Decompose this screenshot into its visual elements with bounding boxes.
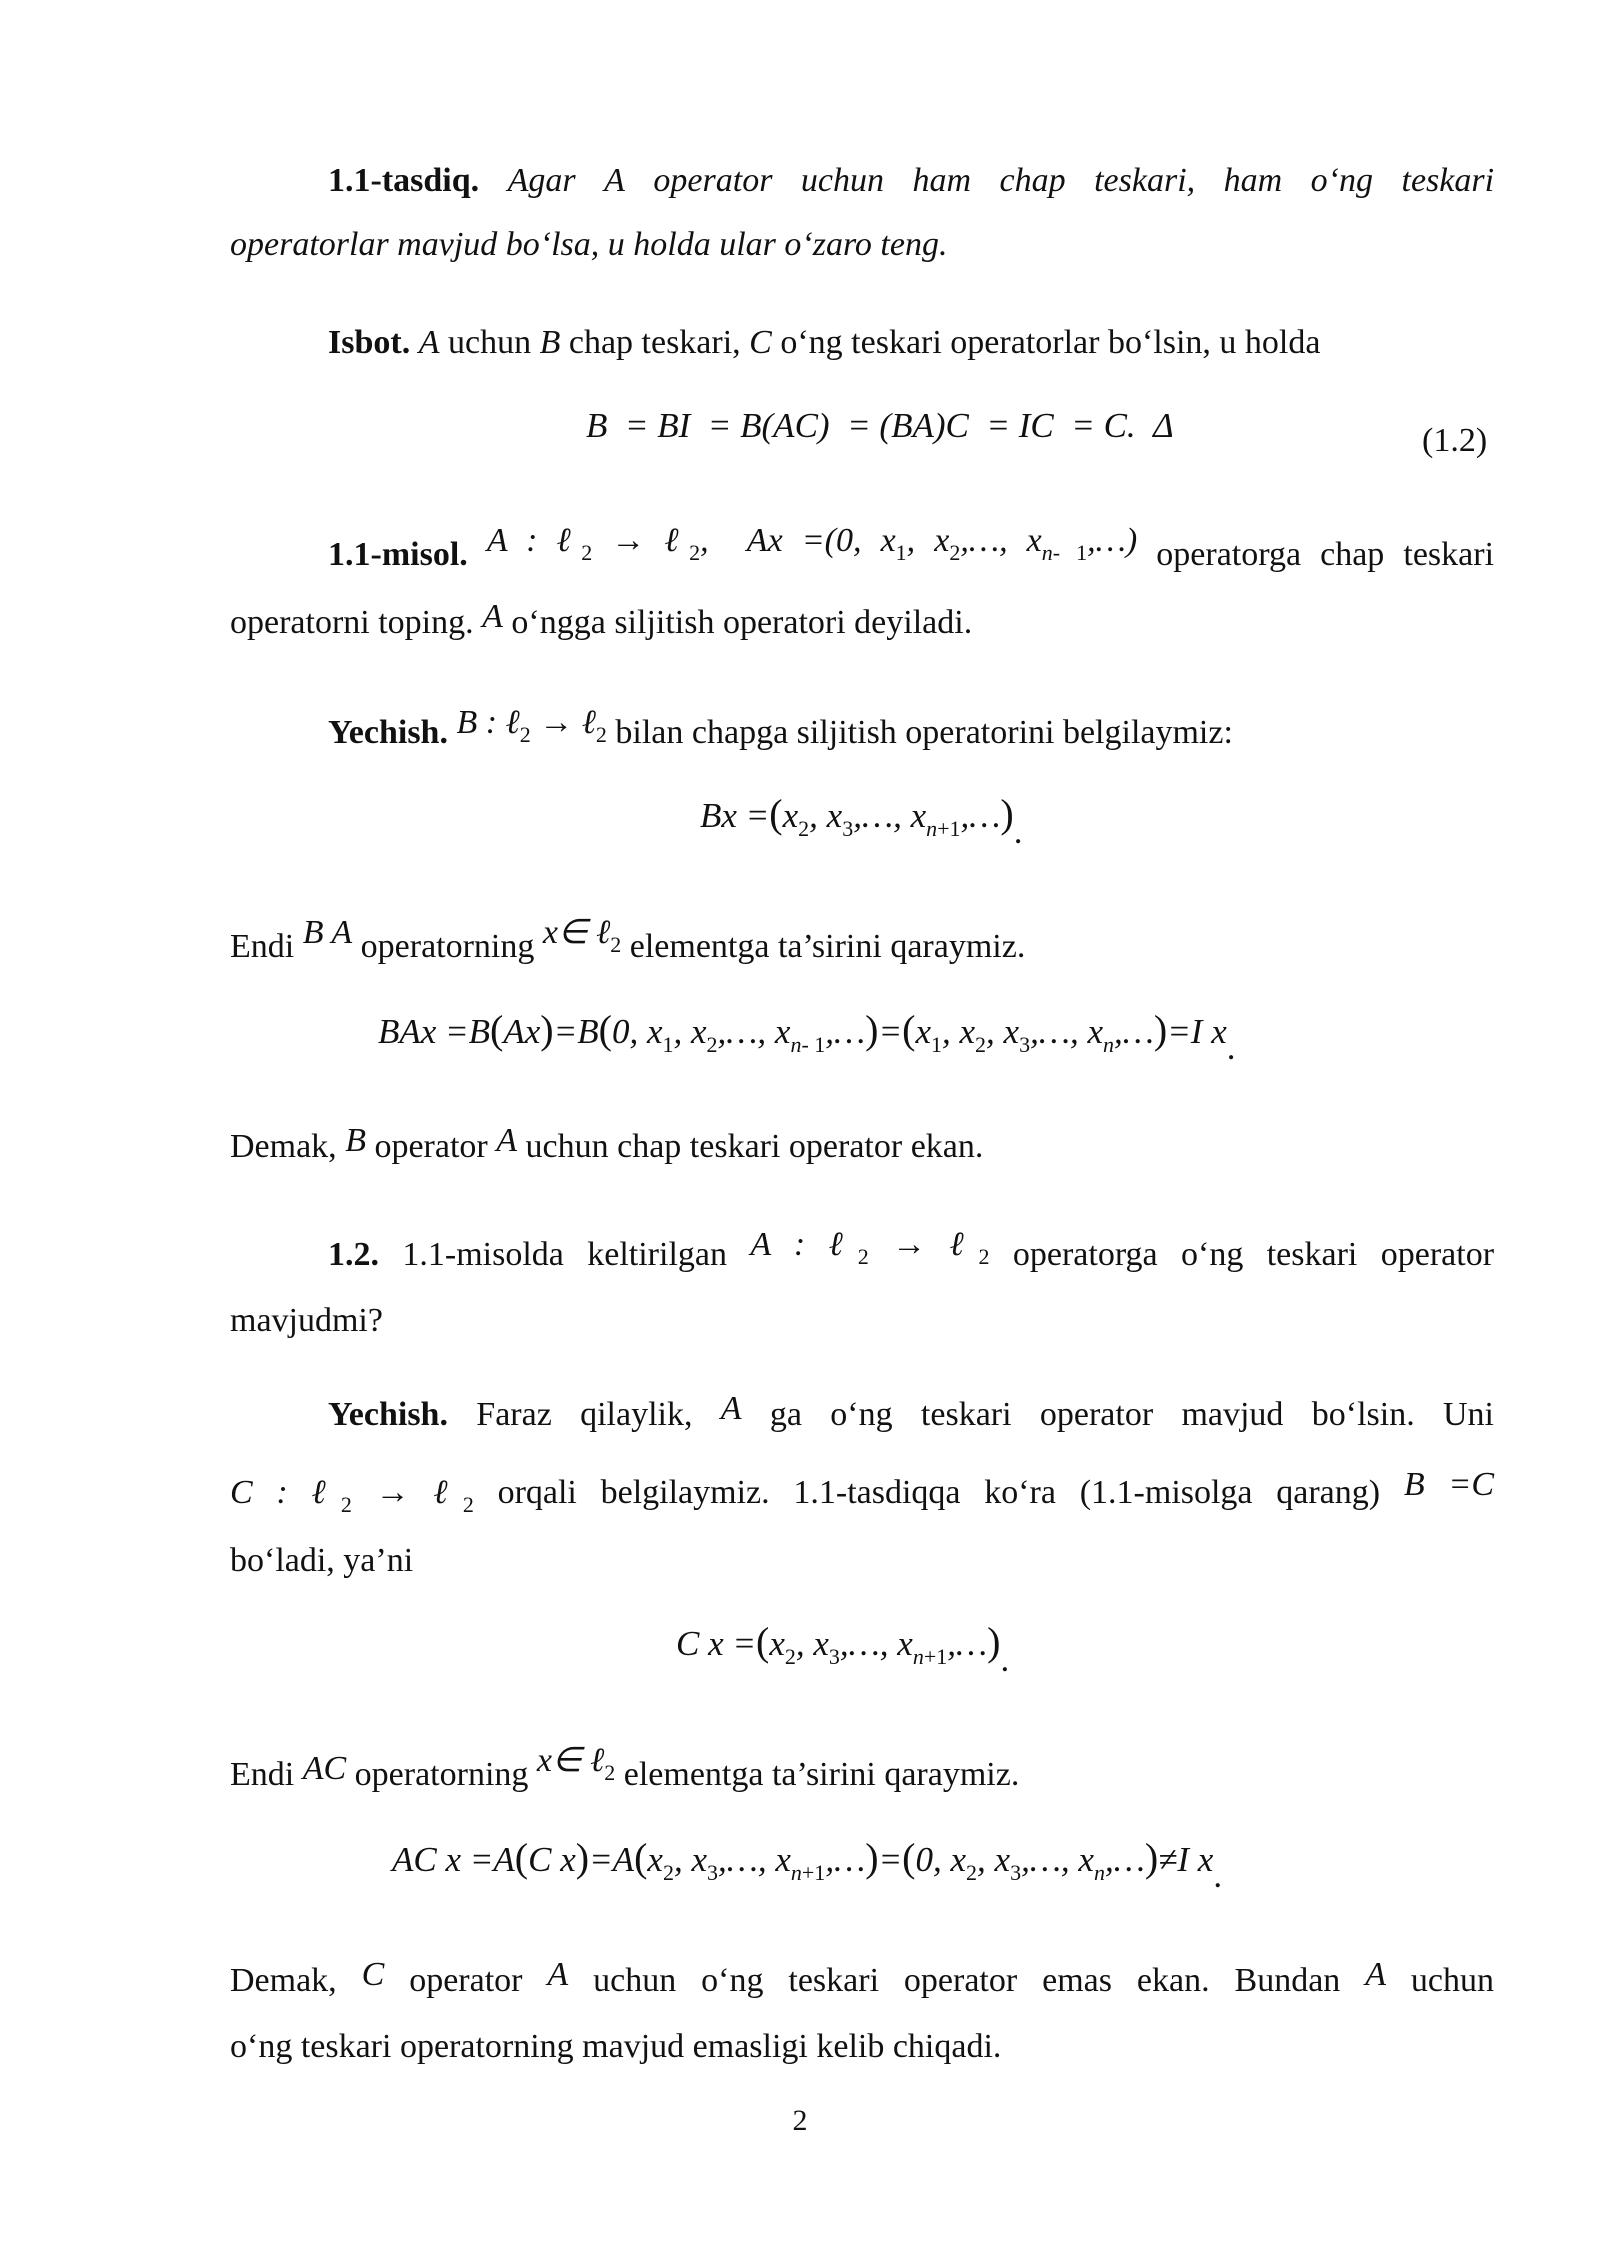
problem2-label: 1.2. xyxy=(328,1236,379,1273)
equation-1-2: B = BI = B(AC) = (BA)C = IC = C. Δ xyxy=(586,406,1174,445)
example-label: 1.1-misol. xyxy=(328,536,468,573)
problem2-paragraph: 1.2. 1.1-misolda keltirilgan A : ℓ$_2$ → ℓ$_2$ operatorga o‘ng teskari operator xyxy=(328,1226,1495,1273)
equation-BAx: BAx =B(Ax)=B(0, $x_1$, $x_2,\dots$, $x_{n- 1},\dots)=(x_1$, $x_2$, $x_3,\dots$, $x_n,\dots)=I$ x. xyxy=(378,1007,1236,1067)
equation-Bx: $Bx =(x_2$, $x_3,\dots$, $x_{n+1},\dots$). xyxy=(700,791,1023,851)
claim-line-2: operatorlar mavjud bo‘lsa, u holda ular o‘zaro teng. xyxy=(230,226,948,263)
problem2-line-2: mavjudmi? xyxy=(230,1302,383,1339)
solution1-endi: Endi B A operatorning x∈ ℓ$_2$ elementga ta’sirini qaraymiz. xyxy=(230,914,1026,965)
claim-label: 1.1-tasdiq. xyxy=(328,162,480,199)
solution2-line-3: bo‘ladi, ya’ni xyxy=(230,1542,414,1579)
solution1-paragraph: Yechish. B : ℓ$_2$ → ℓ$_2$ bilan chapga siljitish operatorini belgilaymiz: xyxy=(328,704,1233,751)
solution2-conclusion-line-2: o‘ng teskari operatorning mavjud emasligi kelib chiqadi. xyxy=(230,2028,1002,2065)
equation-number: (1.2) xyxy=(1422,422,1488,459)
solution1-conclusion: Demak, B operator A uchun chap teskari operator ekan. xyxy=(230,1122,984,1165)
solution1-label: Yechish. xyxy=(328,714,448,751)
proof-paragraph: Isbot. A uchun B chap teskari, C o‘ng teskari operatorlar bo‘lsin, u holda xyxy=(328,324,1321,361)
solution2-conclusion: Demak, C operator A uchun o‘ng teskari operator emas ekan. Bundan A uchun xyxy=(230,1956,1494,1999)
example-paragraph: 1.1-misol. A : ℓ$_2$ → ℓ$_2$, Ax =(0, $x_1$, $x_2,\dots$, $x_{n- 1},\dots$) operatorga chap teskari xyxy=(328,522,1495,573)
equation-Cx: C $x =(x_2$, $x_3,\dots$, $x_{n+1},\dots$). xyxy=(676,1619,1010,1679)
claim-paragraph: 1.1-tasdiq. Agar A operator uchun ham chap teskari, ham o‘ng teskari xyxy=(328,162,1495,199)
math-operator-A: A : ℓ$_2$ → ℓ$_2$, Ax =(0, $x_1$, $x_2,\dots$, $x_{n- 1},\dots$) xyxy=(486,522,1138,565)
example-line-2: operatorni toping. A o‘ngga siljitish operatori deyiladi. xyxy=(230,598,973,641)
solution2-paragraph: Yechish. Faraz qilaylik, A ga o‘ng teskari operator mavjud bo‘lsin. Uni xyxy=(328,1390,1494,1433)
solution2-line-2: C : ℓ$_2$ → ℓ$_2$ orqali belgilaymiz. 1.1-tasdiqqa ko‘ra (1.1-misolga qarang) B =C xyxy=(230,1466,1494,1517)
page-number: 2 xyxy=(792,2104,808,2137)
equation-ACx: AC x =A(C $x)=A(x_2$, $x_3,\dots$, $x_{n+1},\dots)=(0$, $x_2$, $x_3,\dots$, $x_n,\dots)\ne I$ x. xyxy=(392,1835,1223,1895)
math-A: A xyxy=(604,162,625,199)
solution2-endi: Endi AC operatorning x∈ ℓ$_2$ elementga ta’sirini qaraymiz. xyxy=(230,1742,1020,1793)
proof-label: Isbot. xyxy=(328,324,411,361)
solution2-label: Yechish. xyxy=(328,1396,448,1433)
